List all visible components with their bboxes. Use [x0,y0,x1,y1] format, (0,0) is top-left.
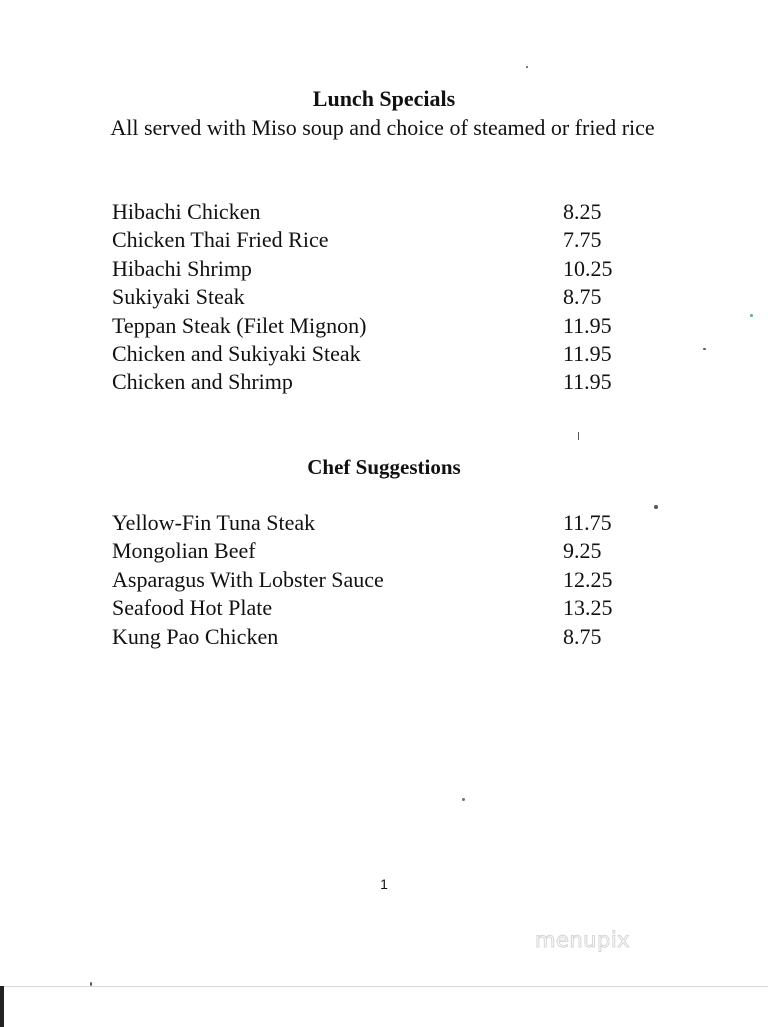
lunch-specials-title: Lunch Specials [312,86,456,111]
menu-item [112,368,632,396]
item-price: 11.95 [563,312,612,338]
menu-item [112,509,632,537]
scan-speck [654,505,658,509]
menu-item [112,226,632,254]
item-price: 11.95 [563,340,612,366]
item-price: 11.75 [563,510,612,535]
item-name: Mongolian Beef [112,538,256,564]
menu-item [112,566,632,594]
lunch-specials-subtitle: All served with Miso soup and choice of steamed or fried rice [110,115,655,140]
item-name: Hibachi Chicken [112,199,261,224]
menupix-watermark: menupix [535,928,631,952]
item-name: Sukiyaki Steak [112,284,245,310]
menu-item [112,198,632,226]
menu-item [112,623,632,651]
scan-bottom-edge [0,986,768,987]
item-name: Hibachi Shrimp [112,255,252,281]
item-name: Asparagus With Lobster Sauce [112,566,384,592]
item-price: 7.75 [563,227,602,253]
item-name: Chicken and Shrimp [112,369,293,395]
item-price: 13.25 [563,595,613,621]
item-name: Chicken and Sukiyaki Steak [112,340,361,366]
menu-item [112,594,632,622]
item-price: 11.95 [563,369,612,395]
scan-speck [750,314,753,317]
menu-item [112,340,632,368]
scan-speck [703,348,706,350]
item-price: 8.75 [563,284,602,310]
item-price: 9.25 [563,538,602,564]
item-price: 8.25 [563,199,602,224]
item-price: 8.75 [563,623,602,649]
item-name: Teppan Steak (Filet Mignon) [112,312,367,338]
menu-item [112,537,632,565]
scan-left-edge [0,986,4,1027]
scan-speck [462,798,465,801]
chef-suggestions-title: Chef Suggestions [307,455,461,479]
item-name: Seafood Hot Plate [112,595,273,621]
lunch-specials-list [112,198,632,397]
item-price: 12.25 [563,566,613,592]
item-name: Yellow-Fin Tuna Steak [112,510,316,535]
chef-suggestions-list [112,509,632,651]
menu-item [112,255,632,283]
scan-speck [526,66,528,68]
item-price: 10.25 [563,255,613,281]
menu-item [112,312,632,340]
item-name: Kung Pao Chicken [112,623,279,649]
menu-item [112,283,632,311]
scan-speck [578,432,579,440]
item-name: Chicken Thai Fried Rice [112,227,329,253]
page-number: 1 [380,876,388,892]
